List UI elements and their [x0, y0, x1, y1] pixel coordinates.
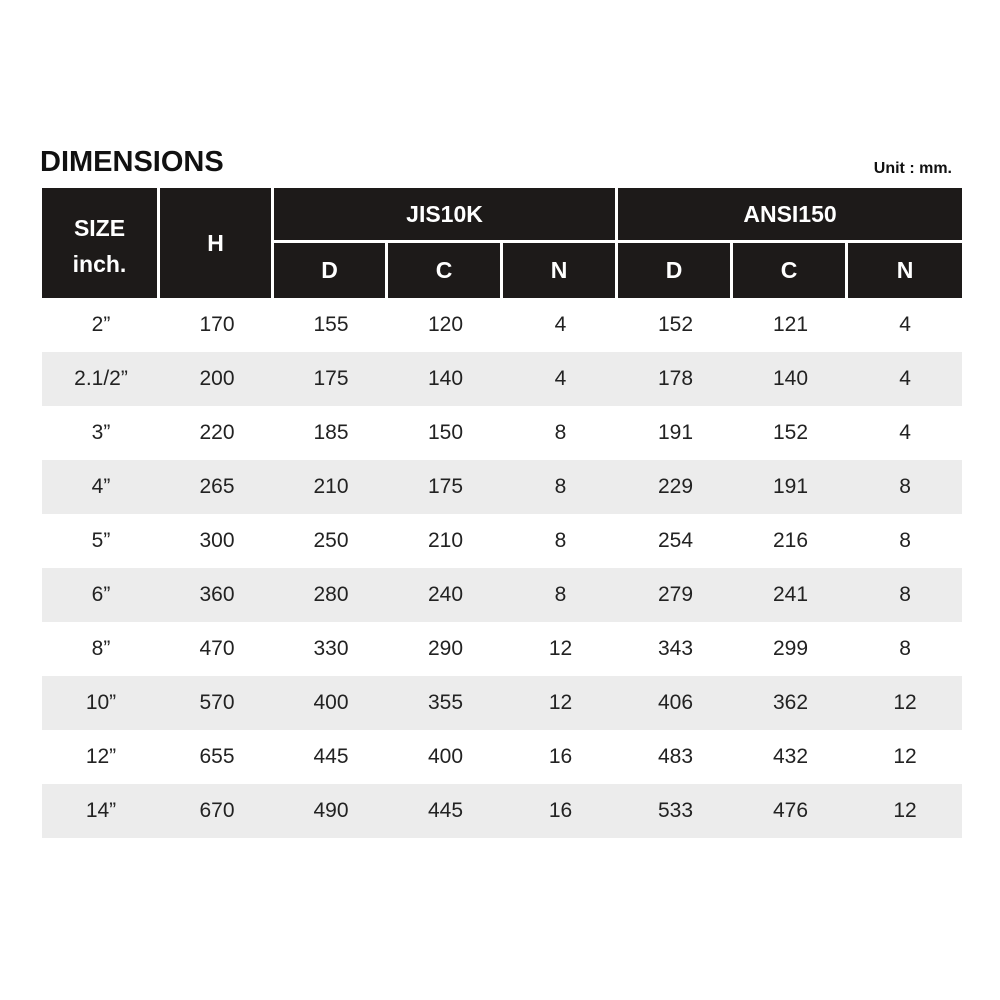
- cell-ansi-c: 216: [733, 514, 848, 568]
- cell-h: 470: [160, 622, 274, 676]
- cell-jis-d: 280: [274, 568, 388, 622]
- cell-ansi-n: 12: [848, 784, 962, 838]
- cell-jis-d: 400: [274, 676, 388, 730]
- header-ansi-d: D: [618, 243, 733, 298]
- cell-h: 670: [160, 784, 274, 838]
- cell-ansi-n: 4: [848, 352, 962, 406]
- cell-jis-c: 400: [388, 730, 503, 784]
- table-row: [42, 298, 962, 352]
- cell-ansi-d: 483: [618, 730, 733, 784]
- cell-size: 2.1/2”: [42, 352, 160, 406]
- header-ansi-n: N: [848, 243, 962, 298]
- cell-ansi-d: 178: [618, 352, 733, 406]
- cell-ansi-d: 152: [618, 298, 733, 352]
- cell-jis-c: 290: [388, 622, 503, 676]
- cell-ansi-c: 152: [733, 406, 848, 460]
- cell-jis-c: 140: [388, 352, 503, 406]
- header-jis-n: N: [503, 243, 618, 298]
- table-row: [42, 730, 962, 784]
- table-body: [42, 298, 962, 838]
- table-row: [42, 406, 962, 460]
- cell-h: 265: [160, 460, 274, 514]
- cell-jis-n: 16: [503, 784, 618, 838]
- cell-ansi-n: 12: [848, 730, 962, 784]
- cell-jis-d: 175: [274, 352, 388, 406]
- cell-size: 6”: [42, 568, 160, 622]
- cell-jis-c: 240: [388, 568, 503, 622]
- cell-size: 4”: [42, 460, 160, 514]
- cell-jis-n: 4: [503, 298, 618, 352]
- cell-size: 14”: [42, 784, 160, 838]
- cell-ansi-c: 140: [733, 352, 848, 406]
- cell-ansi-d: 254: [618, 514, 733, 568]
- cell-ansi-n: 8: [848, 622, 962, 676]
- cell-jis-d: 330: [274, 622, 388, 676]
- header-size: [42, 188, 160, 298]
- cell-size: 12”: [42, 730, 160, 784]
- cell-h: 360: [160, 568, 274, 622]
- cell-jis-n: 4: [503, 352, 618, 406]
- cell-ansi-d: 533: [618, 784, 733, 838]
- cell-jis-d: 185: [274, 406, 388, 460]
- cell-jis-c: 150: [388, 406, 503, 460]
- table-row: [42, 514, 962, 568]
- cell-ansi-d: 229: [618, 460, 733, 514]
- table-row: [42, 622, 962, 676]
- cell-ansi-d: 279: [618, 568, 733, 622]
- table-row: [42, 784, 962, 838]
- cell-ansi-n: 8: [848, 514, 962, 568]
- cell-jis-d: 210: [274, 460, 388, 514]
- cell-jis-n: 12: [503, 676, 618, 730]
- cell-ansi-c: 241: [733, 568, 848, 622]
- table-row: [42, 568, 962, 622]
- cell-ansi-c: 299: [733, 622, 848, 676]
- unit-label: Unit : mm.: [873, 160, 952, 177]
- header-jis-c: C: [388, 243, 503, 298]
- cell-jis-n: 12: [503, 622, 618, 676]
- cell-ansi-c: 476: [733, 784, 848, 838]
- cell-size: 8”: [42, 622, 160, 676]
- cell-ansi-n: 8: [848, 460, 962, 514]
- header-jis-d: D: [274, 243, 388, 298]
- header-size-unit: inch.: [72, 251, 127, 277]
- table-row: [42, 460, 962, 514]
- cell-h: 655: [160, 730, 274, 784]
- cell-h: 220: [160, 406, 274, 460]
- cell-h: 170: [160, 298, 274, 352]
- cell-h: 300: [160, 514, 274, 568]
- header-group-ansi150: ANSI150: [618, 188, 962, 243]
- header-group-jis10k: JIS10K: [274, 188, 618, 243]
- cell-ansi-c: 432: [733, 730, 848, 784]
- table-row: [42, 352, 962, 406]
- cell-ansi-n: 4: [848, 298, 962, 352]
- cell-jis-d: 155: [274, 298, 388, 352]
- cell-ansi-d: 343: [618, 622, 733, 676]
- cell-jis-c: 210: [388, 514, 503, 568]
- cell-ansi-n: 8: [848, 568, 962, 622]
- cell-h: 200: [160, 352, 274, 406]
- header-size-label: SIZE: [73, 215, 126, 241]
- cell-size: 3”: [42, 406, 160, 460]
- cell-jis-d: 445: [274, 730, 388, 784]
- cell-jis-c: 355: [388, 676, 503, 730]
- cell-jis-c: 175: [388, 460, 503, 514]
- cell-size: 10”: [42, 676, 160, 730]
- cell-ansi-d: 191: [618, 406, 733, 460]
- cell-ansi-c: 191: [733, 460, 848, 514]
- cell-jis-d: 490: [274, 784, 388, 838]
- dimensions-table: [42, 188, 962, 838]
- cell-ansi-c: 362: [733, 676, 848, 730]
- cell-jis-n: 8: [503, 514, 618, 568]
- cell-size: 5”: [42, 514, 160, 568]
- cell-ansi-n: 12: [848, 676, 962, 730]
- cell-jis-c: 120: [388, 298, 503, 352]
- cell-ansi-d: 406: [618, 676, 733, 730]
- cell-size: 2”: [42, 298, 160, 352]
- header-ansi-c: C: [733, 243, 848, 298]
- cell-jis-n: 8: [503, 406, 618, 460]
- page-title: DIMENSIONS: [40, 146, 224, 178]
- table-row: [42, 676, 962, 730]
- header-h: H: [160, 188, 274, 298]
- cell-ansi-c: 121: [733, 298, 848, 352]
- cell-jis-n: 8: [503, 460, 618, 514]
- cell-jis-n: 16: [503, 730, 618, 784]
- cell-jis-d: 250: [274, 514, 388, 568]
- cell-ansi-n: 4: [848, 406, 962, 460]
- cell-jis-c: 445: [388, 784, 503, 838]
- cell-h: 570: [160, 676, 274, 730]
- cell-jis-n: 8: [503, 568, 618, 622]
